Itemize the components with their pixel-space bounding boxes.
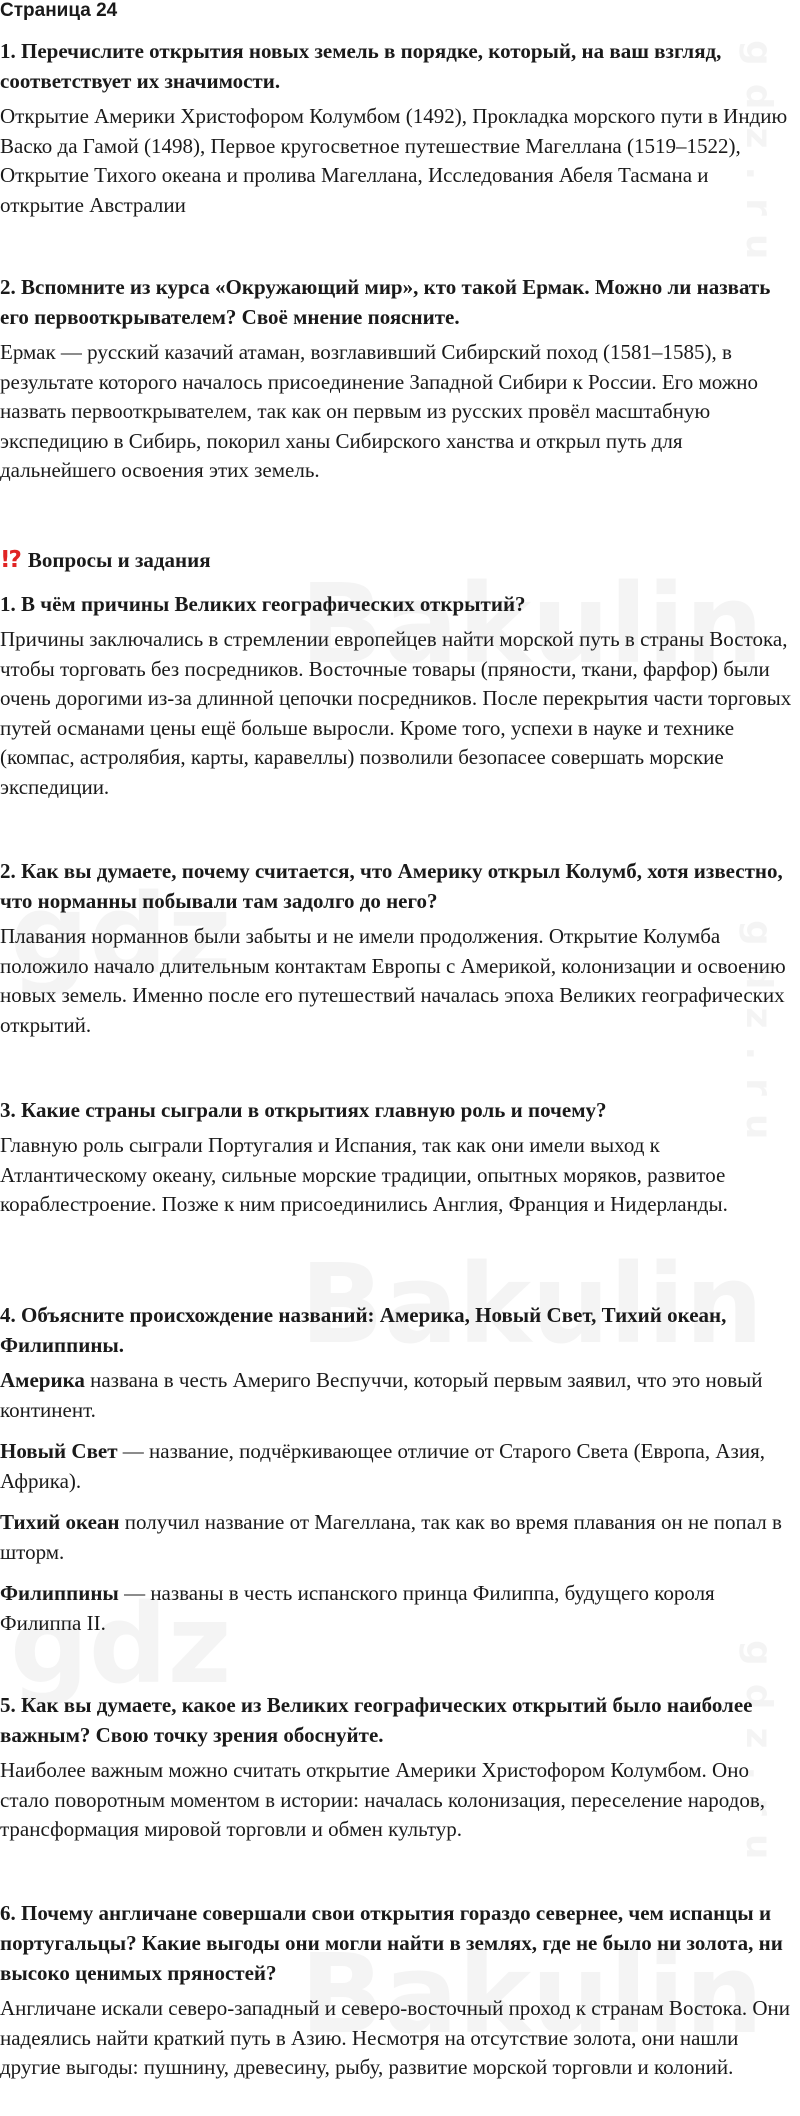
question-block xyxy=(0,1898,795,2083)
question-block xyxy=(0,36,795,220)
answer-text: Открытие Америки Христофором Колумбом (1492), Прокладка морского пути в Индию Васко да Гамой (1498), Первое кругосветное путешествие Магеллана (1519–1522), Открытие Тихого океана и пролива Магеллана, Исследования Абеля Тасмана и открытие Австралии xyxy=(0,104,788,217)
term-paragraph xyxy=(0,1579,795,1638)
question-text: 5. Как вы думаете, какое из Великих географических открытий было наиболее важным? Свою точку зрения обоснуйте. xyxy=(0,1693,753,1747)
answer-text: Плавания норманнов были забыты и не имели продолжения. Открытие Колумба положило начало длительным контактам Европы с Америкой, колонизации и освоению новых земель. Именно после его путешествий началась эпоха Великих географических открытий. xyxy=(0,924,786,1037)
term-paragraph xyxy=(0,1366,795,1425)
exclamation-question-icon: !? xyxy=(0,547,20,573)
answer-text: Ермак — русский казачий атаман, возглавивший Сибирский поход (1581–1585), в результате которого началось присоединение Западной Сибири к России. Его можно назвать первооткрывателем, так как он первым из русских провёл масштабную экспедицию в Сибирь, покорил ханы Сибирского ханства и открыл путь для дальнейшего освоения этих земель. xyxy=(0,340,759,482)
term-text: — названы в честь испанского принца Филиппа, будущего короля Филиппа II. xyxy=(0,1581,715,1635)
question-block xyxy=(0,1095,795,1220)
question-block xyxy=(0,1300,795,1638)
page-label: Страница 24 xyxy=(0,0,118,21)
question-text: 1. В чём причины Великих географических открытий? xyxy=(0,592,526,616)
question-text: 3. Какие страны сыграли в открытиях главную роль и почему? xyxy=(0,1098,607,1122)
section-title: Вопросы и задания xyxy=(27,547,211,572)
question-text: 6. Почему англичане совершали свои открытия гораздо севернее, чем испанцы и португальцы? Какие выгоды они могли найти в землях, где не было ни золота, ни высоко ценимых пряностей? xyxy=(0,1901,783,1985)
question-block xyxy=(0,856,795,1040)
answer-text: Главную роль сыграли Португалия и Испания, так как они имели выход к Атлантическому океану, сильные морские традиции, опытных моряков, развитое кораблестроение. Позже к ним присоединились Англия, Франция и Нидерланды. xyxy=(0,1133,728,1216)
question-block xyxy=(0,272,795,486)
question-block xyxy=(0,589,795,802)
question-text: 1. Перечислите открытия новых земель в порядке, который, на ваш взгляд, соответствует их значимости. xyxy=(0,39,722,93)
term: Тихий океан xyxy=(0,1510,120,1534)
question-block xyxy=(0,1690,795,1845)
term: Америка xyxy=(0,1368,85,1392)
term: Филиппины xyxy=(0,1581,119,1605)
answer-text: Наиболее важным можно считать открытие Америки Христофором Колумбом. Оно стало поворотным моментом в истории: началась колонизация, переселение народов, трансформация мировой торговли и обмен культур. xyxy=(0,1758,766,1841)
question-text: 2. Вспомните из курса «Окружающий мир», кто такой Ермак. Можно ли назвать его первооткрывателем? Своё мнение поясните. xyxy=(0,275,771,329)
term-paragraph xyxy=(0,1508,795,1567)
term: Новый Свет xyxy=(0,1439,118,1463)
term-text: — название, подчёркивающее отличие от Старого Света (Европа, Азия, Африка). xyxy=(0,1439,765,1493)
answer-text: Причины заключались в стремлении европейцев найти морской путь в страны Востока, чтобы торговать без посредников. Восточные товары (пряности, ткани, фарфор) были очень дорогими из-за длинной цепочки посредников. После перекрытия части торговых путей османами цены ещё больше выросли. Кроме того, успехи в науке и технике (компас, астролябия, карты, каравеллы) позволили безопасее совершать морские экспедиции. xyxy=(0,627,792,799)
question-text: 2. Как вы думаете, почему считается, что Америку открыл Колумб, хотя известно, что норманны побывали там задолго до него? xyxy=(0,859,783,913)
section-heading xyxy=(0,545,211,575)
term-text: названа в честь Америго Веспуччи, который первым заявил, что это новый континент. xyxy=(0,1368,763,1422)
term-paragraph xyxy=(0,1437,795,1496)
question-text: 4. Объясните происхождение названий: Америка, Новый Свет, Тихий океан, Филиппины. xyxy=(0,1303,727,1357)
answer-text: Англичане искали северо-западный и северо-восточный проход к странам Востока. Они надеялись найти краткий путь в Азию. Несмотря на отсутствие золота, они нашли другие выгоды: пушнину, древесину, рыбу, развитие морской торговли и колоний. xyxy=(0,1996,791,2079)
term-text: получил название от Магеллана, так как во время плавания он не попал в шторм. xyxy=(0,1510,782,1564)
